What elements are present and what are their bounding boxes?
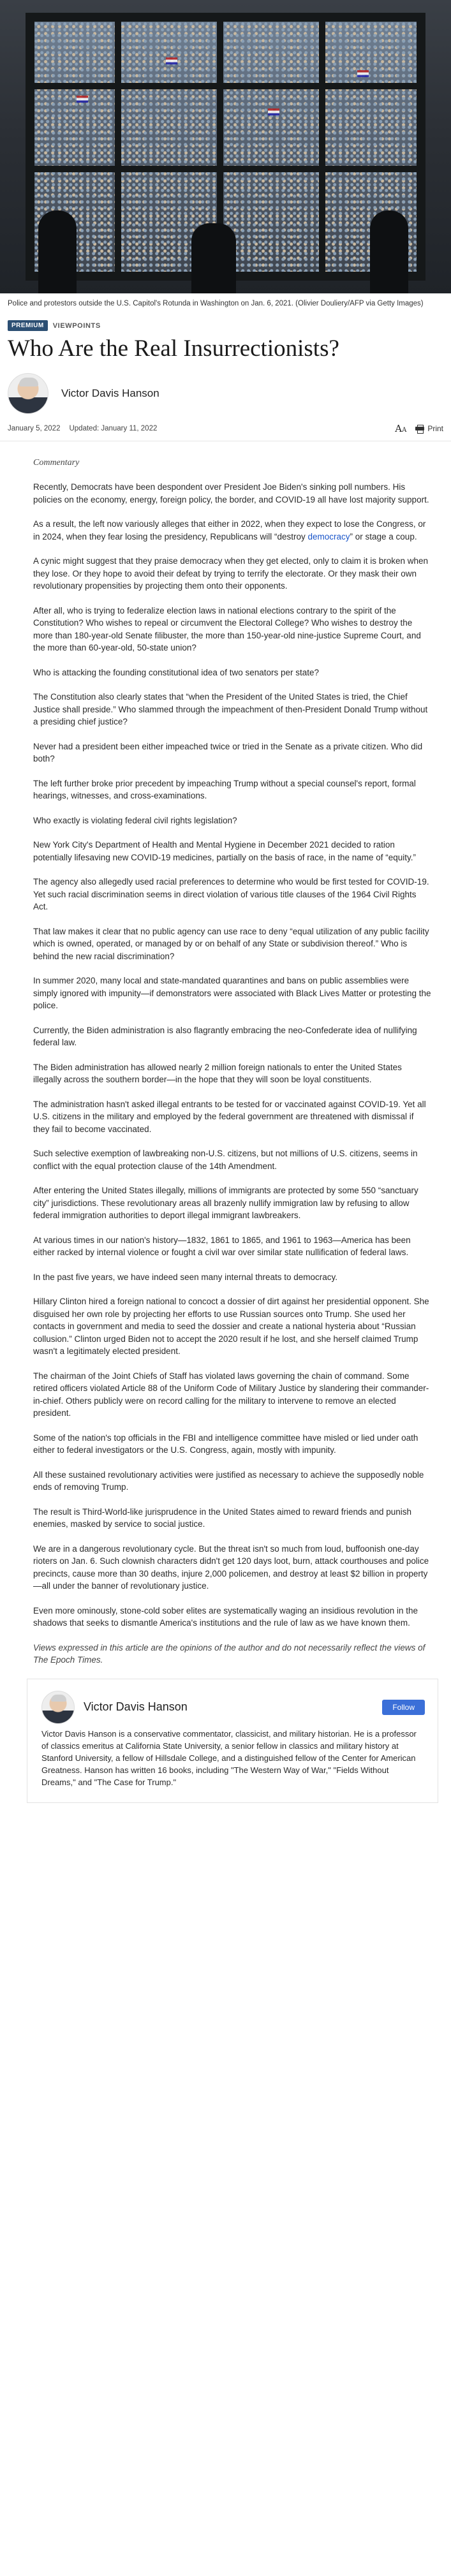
article-paragraph: Never had a president been either impeached twice or tried in the Senate as a private citizen. Who did both?: [33, 741, 423, 763]
updated-date: Updated: January 11, 2022: [69, 425, 158, 432]
article-paragraph: The agency also allegedly used racial preferences to determine who would be first tested for COVID-19. Yet such racial discrimination seems in direct violation of various title clauses of the 1964 Civil Rights Act.: [33, 877, 429, 911]
article-paragraph: A cynic might suggest that they praise democracy when they get elected, only to claim it is broken when they lose. Or they hope to avoid their defeat by trying to terrify the electorate. Or they mask their own revolutionary propensities by projecting them onto their opponents.: [33, 556, 429, 591]
article-paragraph: After entering the United States illegally, millions of immigrants are protected by some 550 “sanctuary city” jurisdictions. These revolutionary areas all brazenly nullify immigration law by refusing to allow federal immigration authorities to deport illegal immigrant lawbreakers.: [33, 1186, 418, 1220]
article-paragraph: After all, who is trying to federalize election laws in national elections contrary to the spirit of the Constitution? Who wishes to repeal or circumvent the Electoral College? Who wishes to destroy the more than 180-year-old Senate filibuster, the more than 150-year-old nine-justice Supreme Court, and the more than 60-year-old, 50-state union?: [33, 605, 421, 652]
article-body: [0, 441, 451, 1667]
commentary-label: Commentary: [33, 458, 80, 467]
article-paragraph: Some of the nation's top officials in the FBI and intelligence committee have misled or lied under oath either to federal investigators or the U.S. Congress, again, mostly with impunity.: [33, 1432, 418, 1455]
article-paragraph: The chairman of the Joint Chiefs of Staff has violated laws governing the chain of command. Some retired officers violated Article 88 of the Uniform Code of Military Justice by slandering their commander-in-chief. Others publicly were on record calling for the military to intervene to remove an elected president.: [33, 1371, 429, 1418]
article-paragraph: Even more ominously, stone-cold sober elites are systematically waging an insidious revolution in the shadows that seeks to dismantle America's institutions and the rule of law as we have known them.: [33, 1605, 418, 1628]
window-frame-bar: [26, 166, 425, 172]
paragraph-text: As a result, the left now variously alleges that either in 2022, when they expect to lose the Congress, or in 2024, when they fear losing the presidency, Republicans will “destroy: [33, 519, 426, 541]
window-frame-bar: [26, 83, 425, 89]
flag-decoration: [77, 96, 88, 103]
article-paragraph: Recently, Democrats have been despondent over President Joe Biden's sinking poll numbers. His policies on the economy, energy, foreign policy, the border, and COVID-19 all have lost majority support.: [33, 482, 429, 504]
print-label: Print: [427, 424, 443, 433]
article-paragraph: We are in a dangerous revolutionary cycle. But the threat isn't so much from loud, buffoonish one-day rioters on Jan. 6. Such clownish characters didn't get 120 days loot, burn, attack courthouses and police precincts, cause more than 30 deaths, injure 2,000 policemen, and destroy at least $2 billion in property—all under the banner of revolutionary justice.: [33, 1543, 429, 1591]
article-paragraph: Such selective exemption of lawbreaking non-U.S. citizens, but not millions of U.S. citizens, seems in conflict with the equal protection clause of the 14th Amendment.: [33, 1149, 418, 1171]
flag-decoration: [166, 57, 177, 64]
published-date: January 5, 2022: [8, 425, 61, 432]
author-name-link[interactable]: Victor Davis Hanson: [61, 387, 159, 399]
article-paragraph: Who is attacking the founding constitutional idea of two senators per state?: [33, 667, 320, 677]
author-avatar[interactable]: [8, 373, 48, 414]
font-size-label: A: [395, 423, 403, 434]
bio-author-name[interactable]: Victor Davis Hanson: [84, 1700, 188, 1713]
bio-author-avatar[interactable]: [41, 1691, 75, 1724]
bio-header: [41, 1691, 425, 1724]
page-footer-spacer: [0, 1803, 451, 1816]
article-paragraph: New York City's Department of Health and Mental Hygiene in December 2021 decided to ration potentially lifesaving new COVID-19 medicines, partially on the basis of race, in the name of “equity.”: [33, 840, 417, 862]
font-size-icon[interactable]: AA: [395, 423, 407, 434]
article-paragraph: The result is Third-World-like jurisprudence in the United States aimed to reward friends and punish enemies, masked by service to social justice.: [33, 1506, 412, 1529]
window-frame-bar: [115, 13, 121, 281]
article-paragraph: Currently, the Biden administration is also flagrantly embracing the neo-Confederate idea of nullifying federal law.: [33, 1025, 417, 1047]
article-paragraph: At various times in our nation's history—1832, 1861 to 1865, and 1961 to 1963—America has been either racked by internal violence or fought a civil war over similar state nullification of federal laws.: [33, 1235, 411, 1257]
silhouette-figure: [191, 223, 236, 293]
silhouette-figure: [370, 210, 408, 293]
article-paragraph: That law makes it clear that no public agency can use race to deny “equal utilization of any public facility which is owned, operated, or managed by or on behalf of any State or subdivision thereof.” Who is behind the new racial discrimination?: [33, 926, 429, 961]
article-dates: [8, 425, 157, 432]
author-byline: [0, 373, 451, 414]
article-tools: [395, 423, 443, 434]
section-link-viewpoints[interactable]: VIEWPOINTS: [52, 321, 101, 330]
hero-image: [0, 0, 451, 293]
follow-button[interactable]: Follow: [382, 1700, 425, 1715]
author-bio-card: [27, 1679, 438, 1803]
silhouette-figure: [38, 210, 77, 293]
article-title: Who Are the Real Insurrectionists?: [8, 335, 339, 362]
article-meta: [0, 414, 451, 441]
premium-badge: PREMIUM: [8, 320, 48, 331]
print-button[interactable]: [415, 424, 443, 433]
window-frame-bar: [319, 13, 325, 281]
article-paragraph: [33, 518, 432, 543]
flag-decoration: [357, 70, 369, 77]
article-paragraph: In the past five years, we have indeed seen many internal threats to democracy.: [33, 1272, 338, 1282]
paragraph-text: ” or stage a coup.: [350, 531, 417, 541]
opinion-disclaimer: Views expressed in this article are the opinions of the author and do not necessarily reflect the views of The Epoch Times.: [33, 1642, 425, 1665]
bio-author: [41, 1691, 188, 1724]
article-paragraph: The left further broke prior precedent by impeaching Trump without a special counsel's report, formal hearings, witnesses, and cross-examinations.: [33, 778, 416, 800]
article-paragraph: All these sustained revolutionary activities were justified as necessary to achieve the supposedly noble ends of removing Trump.: [33, 1469, 424, 1492]
article-paragraph: Hillary Clinton hired a foreign national to concoct a dossier of dirt against her presidential opponent. She disguised her own role by projecting her efforts to use Russian sources onto Trump. She used her contacts in government and media to seed the dossier and create a national hysteria about “Russian collusion.” Clinton urged Biden not to accept the 2020 result if he lost, and she herself claimed Trump wasn't a legitimately elected president.: [33, 1297, 429, 1356]
bio-description: Victor Davis Hanson is a conservative commentator, classicist, and military historian. He is a professor of classics emeritus at California State University, a senior fellow in classics and military history at Stanford University, a fellow of Hillsdale College, and a distinguished fellow of the Center for American Greatness. Hanson has written 16 books, including "The Western Way of War," "Fields Without Dreams," and "The Case for Trump.": [41, 1728, 417, 1787]
article-paragraph: The administration hasn't asked illegal entrants to be tested for or vaccinated against COVID-19. Yet all U.S. citizens in the military and employed by the federal government are threatened with dismissal if they fail to become vaccinated.: [33, 1099, 426, 1134]
article-paragraph: In summer 2020, many local and state-mandated quarantines and bans on public assemblies were simply ignored with impunity—if demonstrators were associated with Black Lives Matter or protesting the police.: [33, 976, 431, 1010]
article-paragraph: Who exactly is violating federal civil rights legislation?: [33, 815, 237, 825]
article-paragraph: The Biden administration has allowed nearly 2 million foreign nationals to enter the United States illegally across the southern border—in the hope that they will soon be loyal constituents.: [33, 1062, 402, 1084]
printer-icon: [415, 425, 424, 432]
flag-decoration: [268, 108, 279, 115]
article-paragraph: The Constitution also clearly states that “when the President of the United States is tried, the Chief Justice shall preside.” Who slammed through the impeachment of then-President Donald Trump without a presiding chief justice?: [33, 692, 428, 726]
image-caption: Police and protestors outside the U.S. Capitol's Rotunda in Washington on Jan. 6, 2021. (Olivier Douliery/AFP via Getty Images): [8, 300, 424, 307]
article-tags: [0, 315, 451, 331]
democracy-link[interactable]: democracy: [307, 531, 350, 541]
